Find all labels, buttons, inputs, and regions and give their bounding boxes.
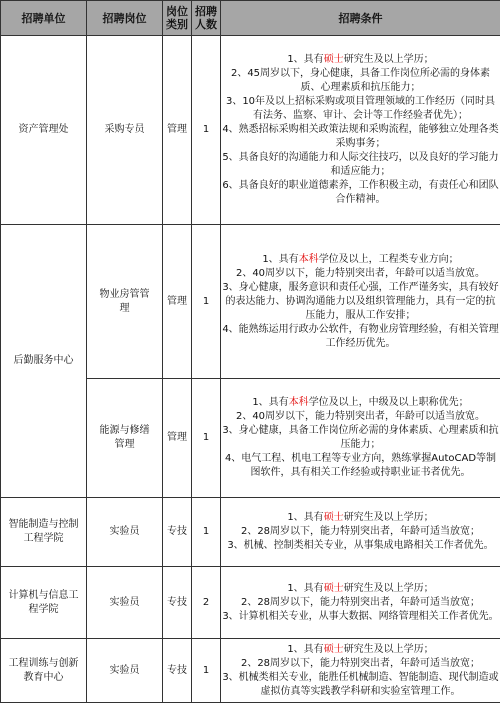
header-category: 岗位类别 — [163, 1, 192, 36]
condition-text: 2、45周岁以下，身心健康，具备工作岗位所必需的身体素质、心理素质和抗压能力； — [231, 68, 490, 93]
condition-text: 3、机械类相关专业，能胜任机械制造、智能制造、现代制造或虚拟仿真等实践教学科研和实验室管理工作。 — [222, 672, 498, 697]
category-cell: 管理 — [163, 36, 192, 225]
category-cell: 管理 — [163, 225, 192, 379]
table-row — [1, 225, 500, 379]
position-cell: 能源与修缮管理 — [87, 379, 163, 498]
condition-line — [221, 539, 500, 553]
position-cell: 实验员 — [87, 498, 163, 567]
condition-line — [221, 95, 500, 123]
condition-text: 2、28周岁以下，能力特别突出者，年龄可适当放宽； — [241, 526, 480, 537]
table-row — [1, 498, 500, 567]
condition-line — [221, 596, 500, 610]
degree-highlight: 硕士 — [324, 583, 344, 594]
condition-line — [221, 123, 500, 151]
condition-line — [221, 67, 500, 95]
conditions-cell — [221, 567, 500, 639]
condition-line — [221, 151, 500, 179]
condition-text: 1、具有 — [287, 54, 323, 65]
count-cell: 1 — [192, 379, 221, 498]
condition-line — [221, 396, 500, 410]
condition-line — [221, 281, 500, 323]
condition-text: 2、40周岁以下，能力特别突出者，年龄可以适当放宽。 — [236, 411, 485, 422]
table-row — [1, 567, 500, 639]
condition-text: 4、电气工程、机电工程等专业方向，熟练掌握AutoCAD等制图软件，具有相关工作经验或持职业证书者优先。 — [225, 453, 496, 478]
condition-text: 1、具有 — [287, 512, 323, 523]
position-cell: 实验员 — [87, 639, 163, 703]
condition-line — [221, 582, 500, 596]
condition-line — [221, 525, 500, 539]
count-cell: 2 — [192, 567, 221, 639]
condition-text: 1、具有 — [287, 583, 323, 594]
condition-text: 1、具有 — [252, 397, 288, 408]
condition-text: 3、身心健康，具备工作岗位所必需的身体素质、心理素质和抗压能力； — [222, 425, 498, 450]
degree-highlight: 本科 — [299, 254, 319, 265]
condition-line — [221, 53, 500, 67]
conditions-cell — [221, 36, 500, 225]
condition-text: 研究生及以上学历； — [344, 644, 434, 655]
condition-line — [221, 253, 500, 267]
condition-text: 3、机械、控制类相关专业，从事集成电路相关工作者优先。 — [227, 540, 493, 551]
category-cell: 专技 — [163, 567, 192, 639]
condition-text: 研究生及以上学历； — [344, 54, 434, 65]
header-row — [1, 1, 500, 36]
condition-text: 学位及以上，中级及以上职称优先； — [309, 397, 469, 408]
condition-text: 1、具有 — [262, 254, 298, 265]
condition-line — [221, 267, 500, 281]
position-cell: 实验员 — [87, 567, 163, 639]
table-row — [1, 639, 500, 703]
header-unit: 招聘单位 — [1, 1, 87, 36]
degree-highlight: 硕士 — [324, 512, 344, 523]
condition-line — [221, 511, 500, 525]
condition-line — [221, 410, 500, 424]
condition-text: 学位及以上，工程类专业方向； — [319, 254, 459, 265]
condition-text: 5、具备良好的沟通能力和人际交往技巧，以及良好的学习能力和适应能力； — [222, 152, 498, 177]
condition-text: 2、28周岁以下，能力特别突出者，年龄可适当放宽； — [241, 658, 480, 669]
conditions-cell — [221, 639, 500, 703]
condition-line — [221, 671, 500, 699]
count-cell: 1 — [192, 36, 221, 225]
condition-line — [221, 657, 500, 671]
unit-cell: 智能制造与控制工程学院 — [1, 498, 87, 567]
category-cell: 管理 — [163, 379, 192, 498]
condition-text: 3、身心健康，服务意识和责任心强，工作严谨务实，具有较好的表达能力、协调沟通能力以及组织管理能力，具有一定的抗压能力，服从工作安排； — [222, 282, 498, 321]
condition-text: 6、具备良好的职业道德素养，工作积极主动，有责任心和团队合作精神。 — [222, 180, 498, 205]
condition-text: 1、具有 — [287, 644, 323, 655]
condition-text: 研究生及以上学历； — [344, 583, 434, 594]
header-conditions: 招聘条件 — [221, 1, 500, 36]
unit-cell: 后勤服务中心 — [1, 225, 87, 498]
condition-text: 2、40周岁以下，能力特别突出者，年龄可以适当放宽。 — [236, 268, 485, 279]
condition-text: 3、10年及以上招标采购或项目管理领域的工作经历（同时具有法务、监察、审计、会计等工作经验者优先）； — [226, 96, 495, 121]
condition-line — [221, 452, 500, 480]
table-row — [1, 36, 500, 225]
count-cell: 1 — [192, 498, 221, 567]
condition-line — [221, 610, 500, 624]
condition-line — [221, 323, 500, 351]
unit-cell: 工程训练与创新教育中心 — [1, 639, 87, 703]
position-cell: 物业房管管理 — [87, 225, 163, 379]
condition-line — [221, 179, 500, 207]
condition-line — [221, 424, 500, 452]
degree-highlight: 硕士 — [324, 54, 344, 65]
conditions-cell — [221, 225, 500, 379]
condition-text: 3、计算机相关专业，从事大数据、网络管理相关工作者优先。 — [222, 611, 498, 622]
condition-line — [221, 643, 500, 657]
category-cell: 专技 — [163, 639, 192, 703]
degree-highlight: 本科 — [289, 397, 309, 408]
position-cell: 采购专员 — [87, 36, 163, 225]
count-cell: 1 — [192, 639, 221, 703]
condition-text: 4、熟悉招标采购相关政策法规和采购流程，能够独立处理各类采购事务； — [222, 124, 498, 149]
condition-text: 2、28周岁以下，能力特别突出者，年龄可适当放宽； — [241, 597, 480, 608]
category-cell: 专技 — [163, 498, 192, 567]
condition-text: 4、能熟练运用行政办公软件，有物业房管理经验，有相关管理工作经历优先。 — [222, 324, 498, 349]
degree-highlight: 硕士 — [324, 644, 344, 655]
header-count: 招聘人数 — [192, 1, 221, 36]
count-cell: 1 — [192, 225, 221, 379]
unit-cell: 资产管理处 — [1, 36, 87, 225]
unit-cell: 计算机与信息工程学院 — [1, 567, 87, 639]
header-position: 招聘岗位 — [87, 1, 163, 36]
conditions-cell — [221, 379, 500, 498]
conditions-cell — [221, 498, 500, 567]
condition-text: 研究生及以上学历； — [344, 512, 434, 523]
